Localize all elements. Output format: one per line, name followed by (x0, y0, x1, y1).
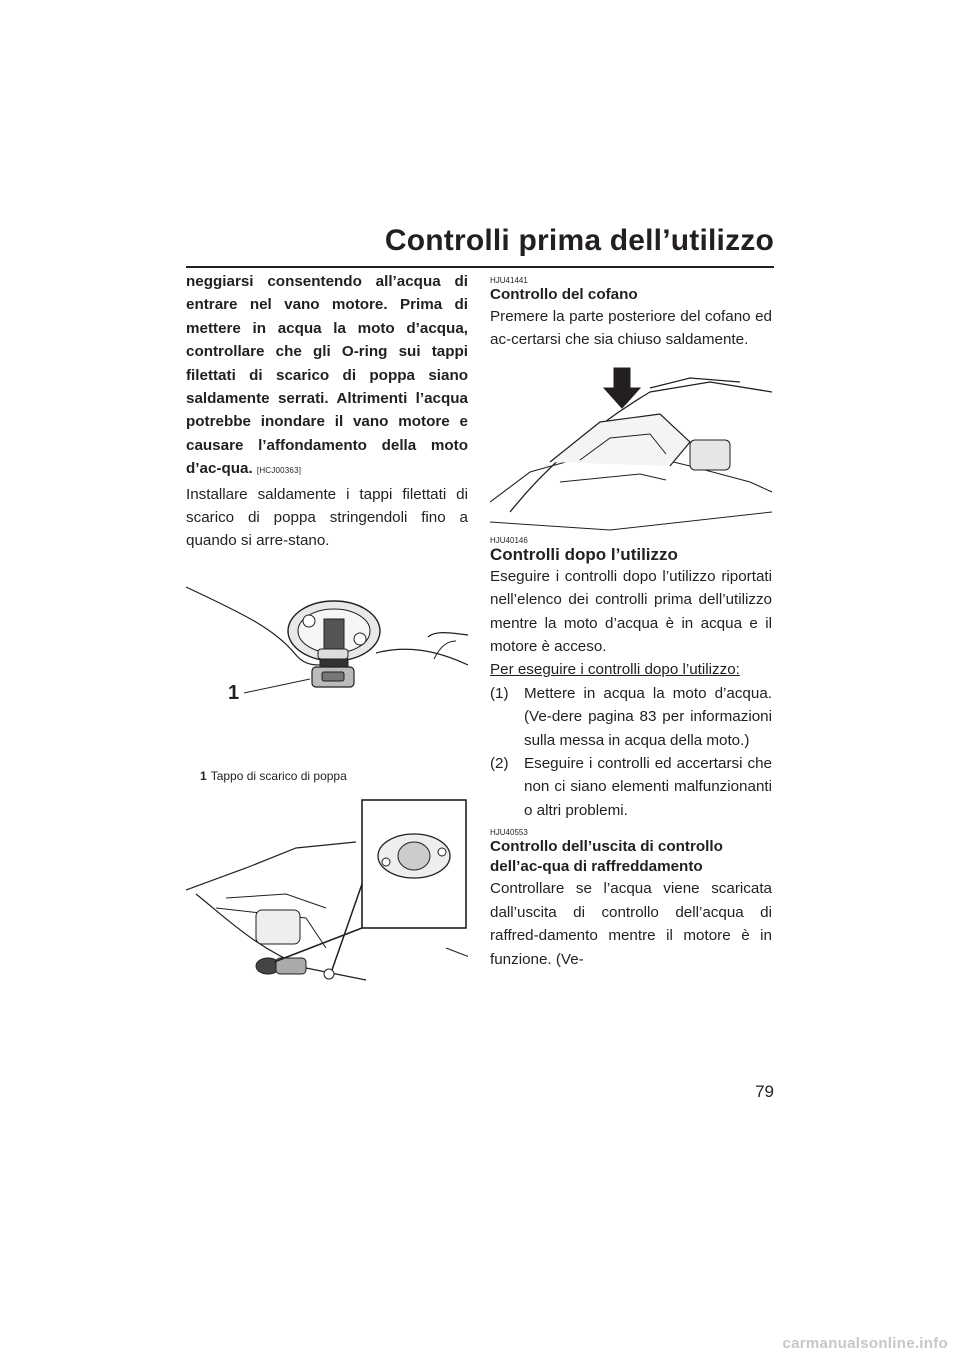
list-intro: Per eseguire i controlli dopo l’utilizzo: (490, 661, 740, 679)
left-column (186, 270, 468, 984)
list-item (490, 752, 772, 822)
section-body-hood: Premere la parte posteriore del cofano ed ac-certarsi che sia chiuso saldamente. (490, 308, 772, 349)
steps-list (490, 682, 772, 822)
caption-number: 1 (200, 768, 207, 783)
step-number: (2) (490, 755, 509, 773)
section-code-cooling: HJU40553 (490, 828, 528, 838)
drain-plug-illustration (186, 575, 468, 761)
section-code-hood: HJU41441 (490, 276, 528, 285)
page-number: 79 (755, 1082, 774, 1101)
figure-hood (490, 362, 772, 532)
figure-stern-view (186, 798, 468, 984)
watermark: carmanualsonline.info (782, 1335, 948, 1352)
list-item (490, 682, 772, 752)
section-title-hood: Controllo del cofano (490, 286, 638, 303)
right-column (490, 270, 772, 971)
stern-illustration (186, 798, 468, 984)
section-body-cooling: Controllare se l’acqua viene scaricata dall’uscita di controllo dell’acqua di raffred-damento mentre il motore è in funzione. (Ve- (490, 880, 772, 968)
section-body-after-use: Eseguire i controlli dopo l’utilizzo riportati nell’elenco dei controlli prima dell’utilizzo mentre la moto d’acqua è in acqua e il motore è acceso. (490, 567, 772, 656)
page-title: Controlli prima dell’utilizzo (384, 224, 774, 257)
instruction-paragraph: Installare saldamente i tappi filettati di scarico di poppa stringendoli fino a quando si arre-stano. (186, 485, 468, 550)
title-rule (186, 266, 774, 268)
section-code-after-use: HJU40146 (490, 535, 528, 545)
warning-text: neggiarsi consentendo all’acqua di entrare nel vano motore. Prima di mettere in acqua la moto d’acqua, controllare che gli O-ring sui tappi filettati di scarico di poppa siano saldamente serrati. Altrimenti l’acqua potrebbe inondare il vano motore e causare l’affondamento della moto d’ac-qua. (186, 273, 468, 478)
figure-callout-1: 1 (228, 681, 240, 704)
figure-drain-plug (186, 575, 468, 788)
caption-text: Tappo di scarico di poppa (210, 768, 347, 783)
hood-illustration (490, 362, 772, 532)
section-title-cooling: Controllo dell’uscita di controllo dell’ac-qua di raffreddamento (490, 838, 723, 876)
section-title-after-use: Controlli dopo l’utilizzo (490, 544, 678, 564)
warning-paragraph (186, 270, 468, 483)
warning-code: [HCJ00363] (256, 466, 302, 476)
step-number: (1) (490, 684, 509, 702)
figure-caption (186, 765, 468, 788)
step-text: Eseguire i controlli ed accertarsi che non ci siano elementi malfunzionanti o altri problemi. (524, 755, 772, 819)
step-text: Mettere in acqua la moto d’acqua. (Ve-dere pagina 83 per informazioni sulla messa in acqua della moto.) (524, 684, 772, 749)
